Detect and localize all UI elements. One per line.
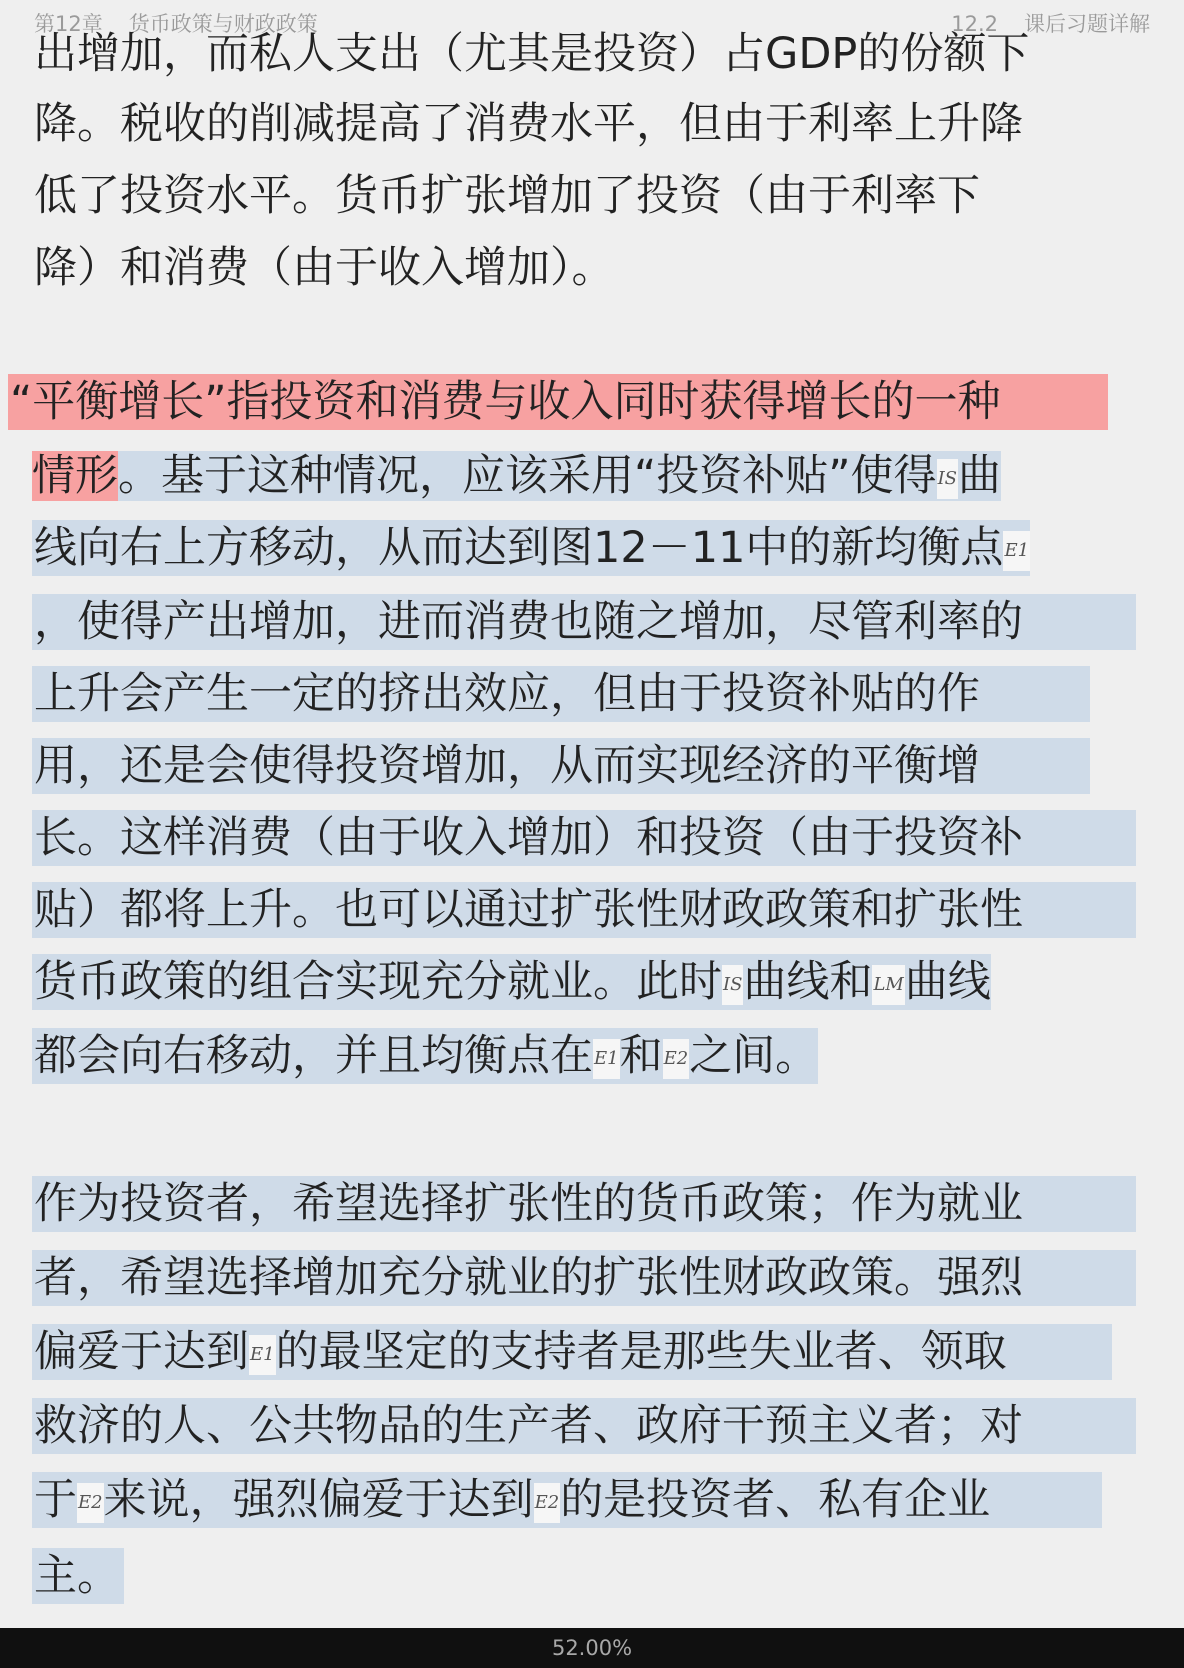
formula-lm-image: LM bbox=[872, 965, 904, 1005]
reading-progress-bar bbox=[0, 1628, 1184, 1668]
highlighted-text-line[interactable]: 者，希望选择增加充分就业的扩张性财政政策。强烈 bbox=[32, 1250, 1136, 1306]
highlight-text: 线向右上方移动，从而达到图12－11中的新均衡点 bbox=[34, 523, 1004, 573]
highlight-text: 。基于这种情况，应该采用“投资补贴”使得 bbox=[118, 451, 937, 501]
reading-progress: 52.00% bbox=[551, 1636, 633, 1660]
highlighted-text-line[interactable]: 贴）都将上升。也可以通过扩张性财政政策和扩张性 bbox=[32, 882, 1136, 938]
formula-e2-image: E2 bbox=[663, 1039, 690, 1079]
highlighted-text-line[interactable]: “平衡增长”指投资和消费与收入同时获得增长的一种 bbox=[8, 374, 1108, 430]
highlight-red-segment[interactable]: 情形 bbox=[32, 451, 118, 501]
highlight-blue-segment[interactable] bbox=[118, 451, 1001, 501]
highlighted-text-line[interactable]: 长。这样消费（由于收入增加）和投资（由于投资补 bbox=[32, 810, 1136, 866]
highlight-text: 于 bbox=[34, 1475, 77, 1525]
highlighted-text-line[interactable]: 主。 bbox=[32, 1548, 124, 1604]
chapter-name: 货币政策与财政政策 bbox=[128, 12, 318, 36]
text-line: 降。税收的削减提高了消费水平，但由于利率上升降 bbox=[34, 99, 1023, 149]
highlighted-text-line[interactable]: 作为投资者，希望选择扩张性的货币政策；作为就业 bbox=[32, 1176, 1136, 1232]
highlighted-text-line[interactable] bbox=[32, 1472, 1102, 1528]
formula-e1-image: E1 bbox=[1003, 531, 1030, 571]
highlight-text: 曲线和 bbox=[743, 957, 873, 1007]
highlight-text: 之间。 bbox=[689, 1031, 819, 1081]
highlighted-text-line[interactable] bbox=[32, 1324, 1112, 1380]
highlight-text: 货币政策的组合实现充分就业。此时 bbox=[34, 957, 722, 1007]
highlighted-text-line[interactable]: 上升会产生一定的挤出效应，但由于投资补贴的作 bbox=[32, 666, 1090, 722]
formula-e2-image: E2 bbox=[534, 1483, 561, 1523]
highlight-text: 来说，强烈偏爱于达到 bbox=[103, 1475, 534, 1525]
highlight-text: 和 bbox=[619, 1031, 663, 1081]
text-line: 出增加，而私人支出（尤其是投资）占GDP的份额下 bbox=[34, 29, 1030, 79]
highlight-text: 的是投资者、私有企业 bbox=[560, 1475, 991, 1525]
text-line: 降）和消费（由于收入增加）。 bbox=[34, 243, 615, 293]
highlighted-text-line[interactable] bbox=[32, 520, 1030, 576]
highlighted-text-line[interactable] bbox=[32, 1028, 818, 1084]
formula-e2-image: E2 bbox=[77, 1483, 104, 1523]
formula-is-image: IS bbox=[722, 965, 743, 1005]
section-number: 12.2 bbox=[951, 12, 998, 36]
highlight-text: 偏爱于达到 bbox=[34, 1327, 249, 1377]
chapter-number: 第12章 bbox=[34, 12, 103, 36]
formula-is-image: IS bbox=[937, 459, 958, 499]
highlight-text: 的最坚定的支持者是那些失业者、领取 bbox=[275, 1327, 1007, 1377]
formula-e1-image: E1 bbox=[249, 1335, 276, 1375]
text-line-mixed[interactable] bbox=[32, 448, 1001, 504]
text-line: 低了投资水平。货币扩张增加了投资（由于利率下 bbox=[34, 171, 980, 221]
section-name: 课后习题详解 bbox=[1024, 12, 1150, 36]
highlight-text: 曲线 bbox=[904, 957, 991, 1007]
highlight-text: 都会向右移动，并且均衡点在 bbox=[34, 1031, 593, 1081]
highlighted-text-line[interactable]: 救济的人、公共物品的生产者、政府干预主义者；对 bbox=[32, 1398, 1136, 1454]
formula-e1-image: E1 bbox=[593, 1039, 620, 1079]
highlighted-text-line[interactable]: ，使得产出增加，进而消费也随之增加，尽管利率的 bbox=[32, 594, 1136, 650]
highlight-text: 曲 bbox=[958, 451, 1002, 501]
highlighted-text-line[interactable]: 用，还是会使得投资增加，从而实现经济的平衡增 bbox=[32, 738, 1090, 794]
highlighted-text-line[interactable] bbox=[32, 954, 991, 1010]
